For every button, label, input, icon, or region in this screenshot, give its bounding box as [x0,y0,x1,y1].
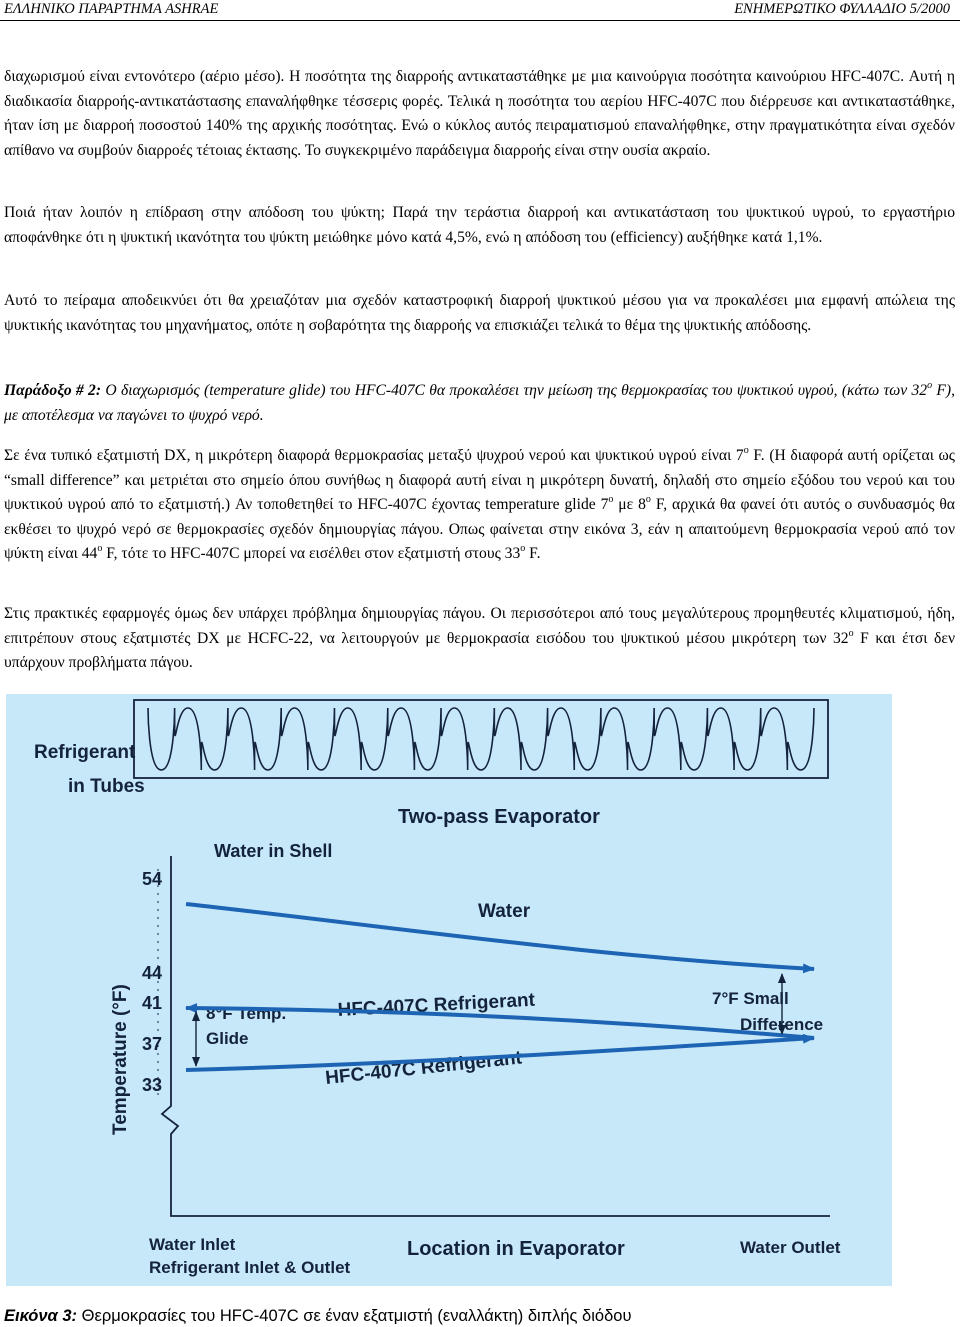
p6-degree-1: o [848,627,854,639]
water-outlet-label: Water Outlet [740,1238,841,1257]
paradox-text-b: F), με αποτέλεσμα να παγώνει το ψυχρό νερό. [4,382,955,424]
p5-degree-4: o [97,543,103,555]
temp-glide-line2: Glide [206,1029,249,1048]
paragraph-2: Ποιά ήταν λοιπόν η επίδραση στην απόδοση του ψύκτη; Παρά την τεράστια διαρροή και αντικατάσταση του ψυκτικού υγρού, το εργαστήριο αποφάνθηκε ότι η ψυκτική ικανότητα του ψύκτη μειώθηκε μόνο κατά 4,5%, ενώ η απόδοση του (efficiency) αυξήθηκε κατά 1,1%. [4,204,955,246]
paragraph-4 [4,379,955,428]
x-axis-label: Location in Evaporator [407,1238,625,1260]
paragraph-3: Αυτό το πείραμα αποδεικνύει ότι θα χρειαζόταν μια σχεδόν καταστροφική διαρροή ψυκτικού μέσου για να προκαλέσει μια εμφανή απώλεια της ψυκτικής ικανότητας του μηχανήματος, οπότε η σοβαρότητα της διαρροής να επισκιάζει τελικά το θέμα της ψυκτικής απόδοσης. [4,292,955,334]
header-left: ΕΛΛΗΝΙΚΟ ΠΑΡΑΡΤΗΜΑ ASHRAE [4,1,219,17]
p6-text-2: F και έτσι δεν υπάρχουν προβλήματα πάγου. [4,629,956,672]
refrigerant-inlet-outlet-label: Refrigerant Inlet & Outlet [149,1258,351,1277]
water-inlet-label: Water Inlet [149,1235,236,1254]
p5-text-6: F. [525,545,541,563]
p5-text-4: F, αρχικά θα φανεί ότι αυτός ο συνδυασμός θα εκθέσει το ψυχρό νερό σε θερμοκρασίες σχεδόν δημιουργίας πάγου. Οπως φαίνεται στην εικόνα 3, εάν η απαιτούμενη θερμοκρασία νερού από τον ψύκτη είναι 44 [4,496,955,563]
temp-glide-line1: 8°F Temp. [206,1004,287,1023]
p5-degree-3: o [645,494,651,506]
p5-text-3: με 8 [613,496,646,514]
small-difference-line2: Difference [740,1015,824,1034]
paradox-degree: ο [927,380,933,391]
y-tick-37: 37 [141,1034,162,1054]
p5-degree-2: o [608,494,614,506]
refrigerant-upper-label: HFC-407C Refrigerant [337,989,536,1021]
p6-text-1: Στις πρακτικές εφαρμογές όμως δεν υπάρχει πρόβλημα δημιουργίας πάγου. Οι περισσότεροι από τους μεγαλύτερους προμηθευτές κλιματισμού, ήδη, επιτρέπουν στους εξατμιστές DX με HCFC-22, να λειτουργούν με θερμοκρασία εισόδου του ψυκτικού μέσου μικρότερη των 32 [4,605,955,647]
two-pass-evaporator-label: Two-pass Evaporator [398,806,600,828]
y-axis-label: Temperature (°F) [110,984,131,1135]
paragraph-5 [4,444,955,567]
y-tick-41: 41 [141,993,162,1013]
p5-degree-5: o [520,543,526,555]
p5-text-5: F, τότε το HFC-407C μπορεί να εισέλθει στον εξατμιστή στους 33 [102,545,521,563]
p5-text-1: Σε ένα τυπικό εξατμιστή DX, η μικρότερη διαφορά θερμοκρασίας μεταξύ ψυχρού νερού και ψυκτικού υγρού είναι 7 [4,447,744,464]
paragraph-1: διαχωρισμού είναι εντονότερο (αέριο μέσο). Η ποσότητα της διαρροής αντικαταστάθηκε με μια καινούργια ποσότητα καινούριου HFC-407C. Αυτή η διαδικασία διαρροής-αντικατάστασης επαναλήφθηκε τέσσερις φορές. Τελικά η ποσότητα του αερίου HFC-407C που διέρρευσε και αντικαταστάθηκε, ήταν ίση με διαρροή ποσοστού 140% της αρχικής ποσότητας. Ενώ ο κύκλος αυτός πειραματισμού επαναλήφθηκε, στην πραγματικότητα είναι σχεδόν απίθανο να συμβούν διαρροές τέτοιας έκτασης. Το συγκεκριμένο παράδειγμα διαρροής είναι στην ουσία ακραίο. [4,68,955,159]
p5-degree-1: o [743,445,749,456]
paradox-label: Παράδοξο # 2: [4,382,102,399]
refrigerant-lower-label: HFC-407C Refrigerant [324,1047,523,1089]
caption-label: Εικόνα 3: [4,1307,78,1325]
caption-text: Θερμοκρασίες του HFC-407C σε έναν εξατμιστή (εναλλάκτη) διπλής διόδου [77,1307,632,1325]
header-right: ΕΝΗΜΕΡΩΤΙΚΟ ΦΥΛΛΑΔΙΟ 5/2000 [734,1,950,17]
refrigerant-in-tubes-line2: in Tubes [68,776,145,797]
paradox-text-a: Ο διαχωρισμός (temperature glide) του HFC-407C θα προκαλέσει την μείωση της θερμοκρασίας του ψυκτικού υγρού, (κάτω των 32 [101,382,928,399]
water-label: Water [478,901,531,922]
header-rule [0,20,960,21]
y-tick-44: 44 [141,963,162,983]
figure-caption [4,1307,631,1326]
water-in-shell-label: Water in Shell [214,841,333,861]
page-header [0,0,960,22]
paragraph-6 [4,602,955,676]
small-difference-line1: 7°F Small [712,989,789,1008]
y-tick-33: 33 [141,1075,162,1095]
p5-text-2: F. (Η διαφορά αυτή ορίζεται ως “small difference” και μετριέται στο σημείο όπου συνήθως η διαφορά αυτή είναι η μικρότερη δυνατή, δηλαδή στο σημείο εξόδου του νερού και του ψυκτικού υγρού από το εξατμιστή.) Αν τοποθετηθεί το HFC-407C έχοντας temperature glide 7 [4,447,955,514]
y-tick-54: 54 [141,869,162,889]
refrigerant-in-tubes-line1: Refrigerant [34,742,136,763]
evaporator-figure [6,694,892,1286]
